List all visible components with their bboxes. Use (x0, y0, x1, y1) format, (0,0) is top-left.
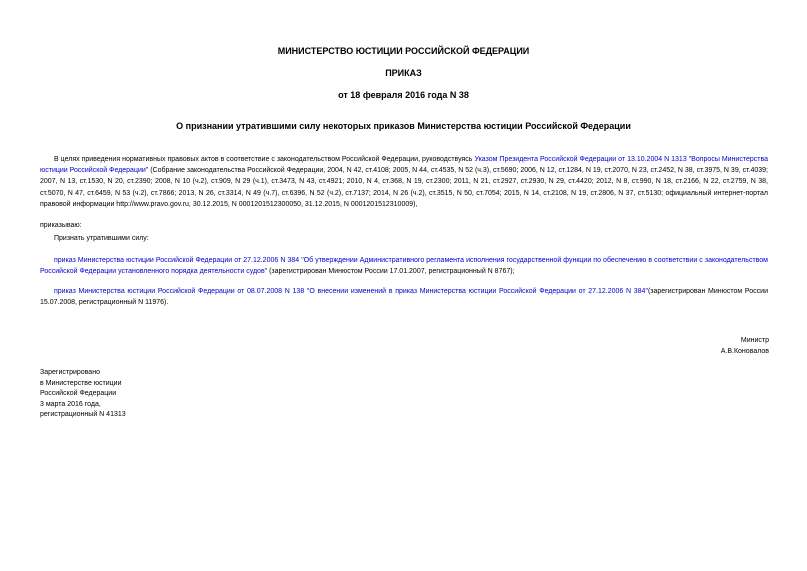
signer-position: Министр (740, 337, 769, 344)
decree-link[interactable]: Указом Президента Российской Федерации от 13.10.2004 N 1313 "Вопросы Министерства юстиции Российской Федерации" (40, 156, 768, 175)
registration-line: Зарегистрировано (40, 369, 100, 376)
order-138-registration: (зарегистрирован Минюстом России 15.07.2008, регистрационный N 11976). (40, 288, 768, 307)
registration-block (40, 368, 126, 421)
intro-text-before: В целях приведения нормативных правовых актов в соответствие с законодательством Российской Федерации, руководствуясь (54, 156, 475, 163)
invalidate-statement: Признать утратившими силу: (54, 235, 149, 242)
document-title: О признании утратившими силу некоторых приказов Министерства юстиции Российской Федерации (176, 121, 631, 131)
list-item (40, 255, 768, 277)
date-number-heading: от 18 февраля 2016 года N 38 (338, 90, 469, 100)
registration-date: 3 марта 2016 года, (40, 400, 101, 408)
signature-block (721, 335, 769, 357)
ministry-heading: МИНИСТЕРСТВО ЮСТИЦИИ РОССИЙСКОЙ ФЕДЕРАЦИИ (277, 46, 530, 56)
registration-line: Российской Федерации (40, 390, 117, 397)
order-word: приказываю: (40, 222, 82, 229)
intro-paragraph (40, 154, 768, 210)
doc-type-heading: ПРИКАЗ (385, 68, 422, 78)
intro-text-after: (Собрание законодательства Российской Федерации, 2004, N 42, ст.4108; 2005, N 44, ст.4535, N 52 (ч.3), ст.5690; 2006, N 12, ст.1284, N 19, ст.2070, N 23, ст.2452, N 38, ст.3975, N 39, ст.4039; 2007, N 13, ст.1530, N 20, ст.2390; 2008, N 10 (ч.2), ст.909, N 29 (ч.1), ст.3473, N 43, ст.4921; 2010, N 4, ст.368, N 19, ст.2300; 2011, N 21, ст.2927, ст.2930, N 29, ст.4420; 2012, N 8, ст.990, N 18, ст.2166, N 22, ст.2759, N 38, ст.5070, N 47, ст.6459, N 53 (ч.2), ст.7866; 2013, N 26, ст.3314, N 49 (ч.7), ст.6396, N 52 (ч.2), ст.7137; 2014, N 26 (ч.2), ст.3515, N 50, ст.7054; 2015, N 14, ст.2108, N 19, ст.2806, N 37, ст.5130; официальный интернет-портал правовой информации http://www.pravo.gov.ru, 30.12.2015, N 0001201512300050, 31.12.2015, N 0001201512310009), (40, 167, 769, 208)
list-item (40, 286, 768, 308)
order-384-link[interactable]: приказ Министерства юстиции Российской Федерации от 27.12.2006 N 384 "Об утверждении Административного регламента исполнения государственной функции по обеспечению в соответствии с законодательством Российской Федерации установленного порядка деятельности судов" (40, 257, 768, 276)
order-384-registration: (зарегистрирован Минюстом России 17.01.2007, регистрационный N 8767); (267, 268, 515, 276)
signer-name: А.В.Коновалов (720, 348, 769, 355)
registration-number: регистрационный N 41313 (40, 411, 126, 418)
registration-line: в Министерстве юстиции (40, 379, 122, 387)
order-138-link[interactable]: приказ Министерства юстиции Российской Федерации от 08.07.2008 N 138 "О внесении изменений в приказ Министерства юстиции Российской Федерации от 27.12.2006 N 384" (54, 288, 648, 295)
